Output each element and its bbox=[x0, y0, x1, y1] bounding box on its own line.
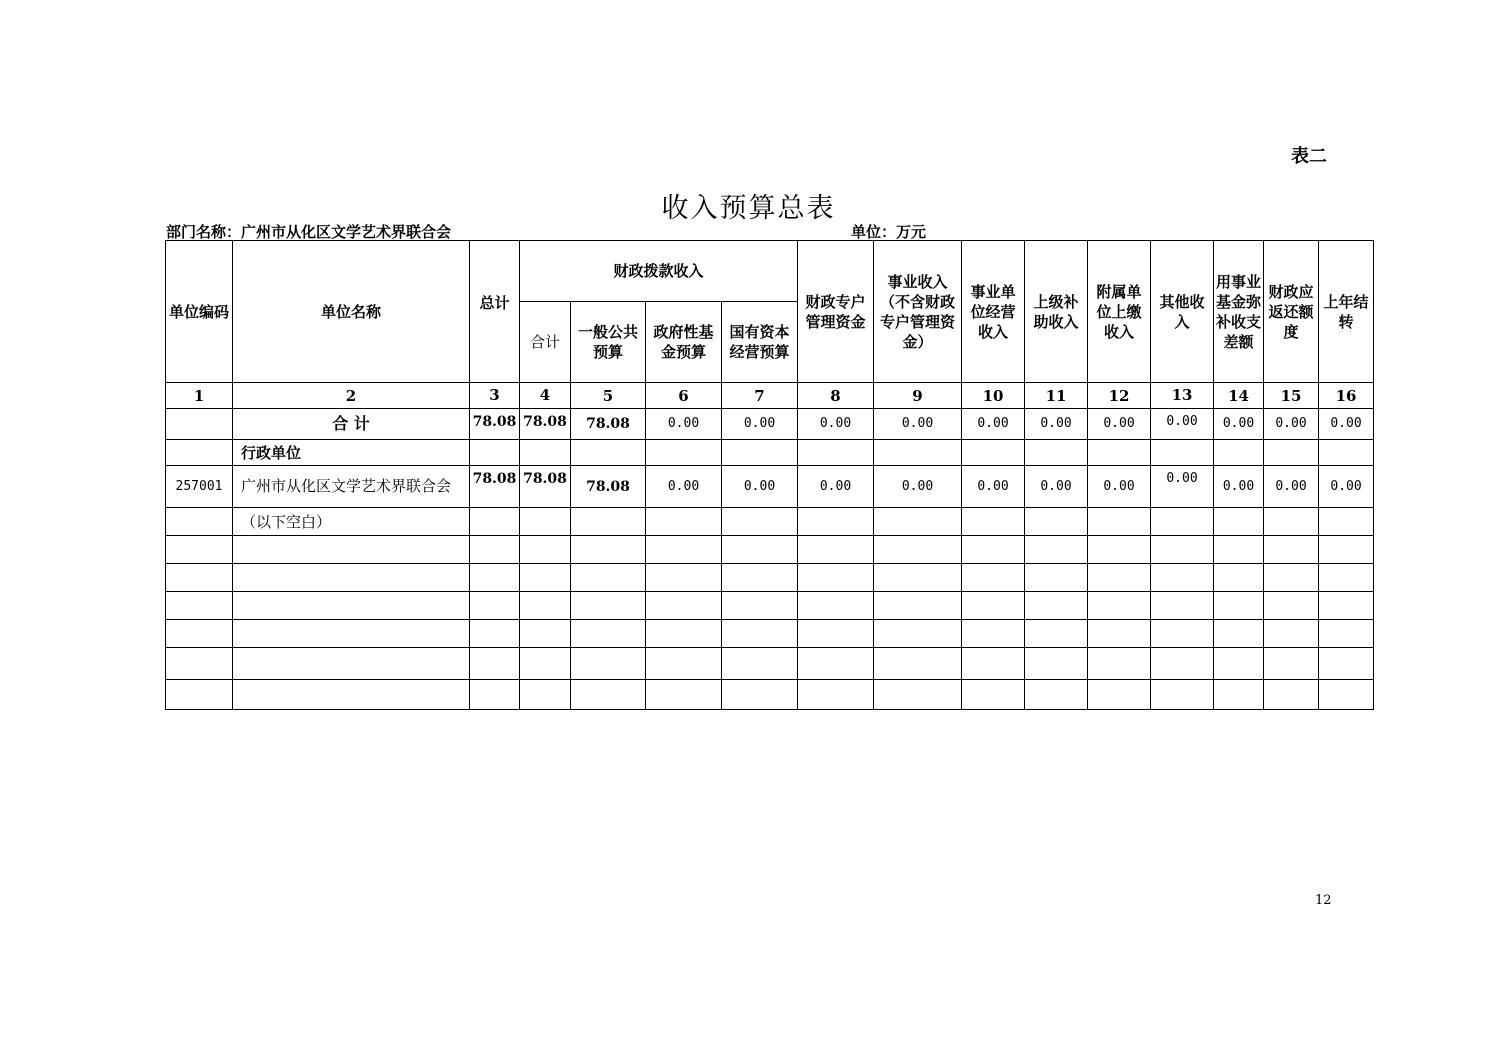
column-number: 2 bbox=[233, 383, 470, 409]
unit-value: 78.08 bbox=[470, 466, 520, 508]
header-carryover: 上年结转 bbox=[1319, 241, 1374, 383]
department-name: 部门名称：广州市从化区文学艺术界联合会 bbox=[166, 223, 452, 241]
header-code: 单位编码 bbox=[166, 241, 233, 383]
header-state-capital: 国有资本经营预算 bbox=[722, 302, 798, 383]
income-budget-table bbox=[165, 240, 1374, 710]
header-fund-supplement: 用事业基金弥补收支差额 bbox=[1214, 241, 1264, 383]
empty-row bbox=[166, 648, 1374, 680]
unit-value: 0.00 bbox=[1025, 466, 1088, 508]
unit-value: 0.00 bbox=[1319, 466, 1374, 508]
unit-value: 0.00 bbox=[962, 466, 1025, 508]
unit-code: 257001 bbox=[166, 466, 233, 508]
total-code-cell bbox=[166, 409, 233, 440]
empty-row bbox=[166, 620, 1374, 648]
total-value: 78.08 bbox=[470, 409, 520, 440]
total-value: 0.00 bbox=[646, 409, 722, 440]
total-value: 0.00 bbox=[962, 409, 1025, 440]
column-number: 10 bbox=[962, 383, 1025, 409]
column-number: 4 bbox=[520, 383, 571, 409]
total-value: 0.00 bbox=[1151, 409, 1214, 440]
column-number: 12 bbox=[1088, 383, 1151, 409]
unit-value: 0.00 bbox=[722, 466, 798, 508]
total-label: 合 计 bbox=[233, 409, 470, 440]
category-row bbox=[166, 440, 1374, 466]
table-number: 表二 bbox=[1291, 146, 1327, 167]
header-affiliate-income: 附属单位上缴收入 bbox=[1088, 241, 1151, 383]
blank-note-row bbox=[166, 508, 1374, 536]
total-value: 78.08 bbox=[571, 409, 646, 440]
header-operating-income: 事业单位经营收入 bbox=[962, 241, 1025, 383]
total-value: 0.00 bbox=[1214, 409, 1264, 440]
unit-value: 0.00 bbox=[1151, 466, 1214, 508]
unit-value: 0.00 bbox=[798, 466, 874, 508]
empty-row bbox=[166, 680, 1374, 710]
category-label: 行政单位 bbox=[233, 440, 470, 466]
page-number: 12 bbox=[1315, 893, 1332, 908]
total-row bbox=[166, 409, 1374, 440]
unit-value: 0.00 bbox=[1264, 466, 1319, 508]
total-value: 0.00 bbox=[1319, 409, 1374, 440]
blank-note: （以下空白） bbox=[233, 508, 470, 536]
column-number: 15 bbox=[1264, 383, 1319, 409]
unit-label: 单位：万元 bbox=[851, 223, 927, 241]
header-gov-fund: 政府性基金预算 bbox=[646, 302, 722, 383]
total-value: 78.08 bbox=[520, 409, 571, 440]
column-number: 14 bbox=[1214, 383, 1264, 409]
empty-row bbox=[166, 536, 1374, 564]
total-value: 0.00 bbox=[874, 409, 962, 440]
header-row-1 bbox=[166, 241, 1374, 302]
header-fiscal-sum: 合计 bbox=[520, 302, 571, 383]
column-number: 6 bbox=[646, 383, 722, 409]
unit-name: 广州市从化区文学艺术界联合会 bbox=[233, 466, 470, 508]
empty-row bbox=[166, 592, 1374, 620]
column-number: 1 bbox=[166, 383, 233, 409]
column-number-row bbox=[166, 383, 1374, 409]
unit-row bbox=[166, 466, 1374, 508]
header-fiscal-return: 财政应返还额度 bbox=[1264, 241, 1319, 383]
total-value: 0.00 bbox=[798, 409, 874, 440]
column-number: 7 bbox=[722, 383, 798, 409]
column-number: 13 bbox=[1151, 383, 1214, 409]
total-value: 0.00 bbox=[1025, 409, 1088, 440]
column-number: 5 bbox=[571, 383, 646, 409]
total-value: 0.00 bbox=[722, 409, 798, 440]
header-fiscal-special: 财政专户 管理资金 bbox=[798, 241, 874, 383]
column-number: 9 bbox=[874, 383, 962, 409]
page-title: 收入预算总表 bbox=[661, 193, 836, 224]
column-number: 16 bbox=[1319, 383, 1374, 409]
unit-value: 78.08 bbox=[520, 466, 571, 508]
total-value: 0.00 bbox=[1264, 409, 1319, 440]
header-fiscal-group: 财政拨款收入 bbox=[520, 241, 798, 302]
column-number: 11 bbox=[1025, 383, 1088, 409]
total-value: 0.00 bbox=[1088, 409, 1151, 440]
header-superior-subsidy: 上级补助收入 bbox=[1025, 241, 1088, 383]
unit-value: 78.08 bbox=[571, 466, 646, 508]
unit-value: 0.00 bbox=[1088, 466, 1151, 508]
header-general-budget: 一般公共预算 bbox=[571, 302, 646, 383]
column-number: 3 bbox=[470, 383, 520, 409]
unit-value: 0.00 bbox=[646, 466, 722, 508]
header-business-income: 事业收入（不含财政专户管理资金） bbox=[874, 241, 962, 383]
unit-value: 0.00 bbox=[1214, 466, 1264, 508]
unit-value: 0.00 bbox=[874, 466, 962, 508]
header-other-income: 其他收入 bbox=[1151, 241, 1214, 383]
header-total: 总计 bbox=[470, 241, 520, 383]
column-number: 8 bbox=[798, 383, 874, 409]
empty-row bbox=[166, 564, 1374, 592]
header-name: 单位名称 bbox=[233, 241, 470, 383]
